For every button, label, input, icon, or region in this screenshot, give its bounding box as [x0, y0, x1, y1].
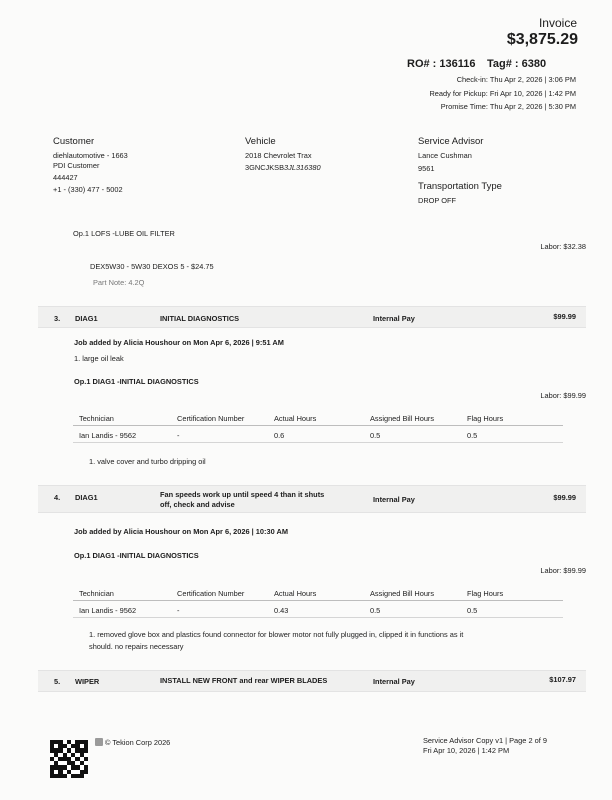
job-5-description: INSTALL NEW FRONT and rear WIPER BLADES — [160, 676, 328, 685]
col-technician: Technician — [79, 589, 114, 598]
ro-number: RO# : 136116 — [407, 58, 476, 70]
job-3-tech-table-header — [73, 412, 563, 426]
job-4-description-line1: Fan speeds work up until speed 4 than it shuts — [160, 490, 325, 499]
vehicle-block — [245, 136, 321, 172]
col-technician: Technician — [79, 414, 114, 423]
tech-actual-hours: 0.6 — [274, 431, 285, 440]
customer-phone: +1 - (330) 477 - 5002 — [53, 185, 123, 194]
job-3-pay-type: Internal Pay — [373, 314, 415, 323]
col-certification: Certification Number — [177, 589, 245, 598]
job-3-labor: Labor: $99.99 — [540, 391, 586, 400]
job-5-amount: $107.97 — [549, 675, 576, 684]
op-lofs-part: DEX5W30 - 5W30 DEXOS 5 - $24.75 — [90, 262, 214, 271]
job-3-code: DIAG1 — [75, 314, 98, 323]
job-4-description-line2: off, check and advise — [160, 500, 235, 509]
vehicle-vin — [245, 163, 321, 172]
vin-suffix: 3JL316380 — [284, 163, 321, 172]
job-3-concern: 1. large oil leak — [74, 354, 124, 363]
col-assigned-hours: Assigned Bill Hours — [370, 414, 435, 423]
col-flag-hours: Flag Hours — [467, 414, 504, 423]
job-5-number: 5. — [54, 677, 61, 686]
job-4-op-title — [74, 551, 199, 560]
service-advisor-block — [418, 136, 502, 205]
copyright: © Tekion Corp 2026 — [105, 738, 171, 747]
col-certification: Certification Number — [177, 414, 245, 423]
job-4-code: DIAG1 — [75, 493, 98, 502]
tech-assigned-hours: 0.5 — [370, 606, 381, 615]
tech-actual-hours: 0.43 — [274, 606, 289, 615]
tech-name: Ian Landis - 9562 — [79, 431, 137, 440]
job-4-number: 4. — [54, 493, 61, 502]
job-3-note: 1. valve cover and turbo dripping oil — [89, 457, 206, 466]
job-4-note-line2: should. no repairs necessary — [89, 642, 184, 651]
vehicle-heading: Vehicle — [245, 136, 276, 147]
job-4-tech-row — [73, 604, 563, 618]
invoice-total: $3,875.29 — [506, 31, 578, 48]
job-3-tech-row — [73, 429, 563, 443]
job-4-pay-type: Internal Pay — [373, 495, 415, 504]
vehicle-description: 2018 Chevrolet Trax — [245, 151, 312, 160]
col-actual-hours: Actual Hours — [274, 589, 317, 598]
job-5-pay-type: Internal Pay — [373, 677, 415, 686]
copy-info: Service Advisor Copy v1 | Page 2 of 9 — [423, 736, 547, 745]
tech-certification: - — [177, 606, 180, 615]
transportation-value: DROP OFF — [418, 196, 457, 205]
job-3-header — [38, 306, 586, 328]
job-4-amount: $99.99 — [553, 493, 576, 502]
job-4-added-by: Job added by Alicia Houshour on Mon Apr 6, 2026 | 10:30 AM — [74, 527, 288, 536]
tech-flag-hours: 0.5 — [467, 606, 478, 615]
job-4-description — [160, 490, 324, 510]
job-3-op-title — [74, 377, 199, 386]
job-4-op-title-text: Op.1 DIAG1 -INITIAL DIAGNOSTICS — [74, 551, 199, 560]
job-4-note — [89, 629, 569, 653]
printed-date: Fri Apr 10, 2026 | 1:42 PM — [423, 746, 510, 755]
op-lofs-labor: Labor: $32.38 — [540, 242, 586, 251]
transportation-heading: Transportation Type — [418, 181, 502, 192]
customer-heading: Customer — [53, 136, 95, 147]
service-advisor-id: 9561 — [418, 164, 435, 173]
customer-block — [53, 136, 128, 194]
job-3-amount: $99.99 — [553, 312, 576, 321]
customer-id: 444427 — [53, 173, 78, 182]
qr-code — [50, 740, 88, 778]
promise-time: Promise Time: Thu Apr 2, 2026 | 5:30 PM — [440, 102, 576, 111]
customer-name: diehlautomotive - 1663 — [53, 151, 128, 160]
job-3-op-title-text: Op.1 DIAG1 -INITIAL DIAGNOSTICS — [74, 377, 199, 386]
ready-for-pickup-time: Ready for Pickup: Fri Apr 10, 2026 | 1:42 PM — [429, 89, 576, 98]
customer-type: PDI Customer — [53, 161, 100, 170]
service-advisor-heading: Service Advisor — [418, 136, 484, 147]
op-lofs-title: Op.1 LOFS -LUBE OIL FILTER — [73, 229, 175, 238]
tekion-icon — [95, 738, 103, 746]
service-advisor-name: Lance Cushman — [418, 151, 472, 160]
job-4-tech-table-header — [73, 587, 563, 601]
check-in-time: Check-in: Thu Apr 2, 2026 | 3:06 PM — [456, 75, 576, 84]
tech-name: Ian Landis - 9562 — [79, 606, 137, 615]
tech-flag-hours: 0.5 — [467, 431, 478, 440]
job-4-labor: Labor: $99.99 — [540, 566, 586, 575]
job-3-number: 3. — [54, 314, 61, 323]
col-flag-hours: Flag Hours — [467, 589, 504, 598]
invoice-label: Invoice — [538, 16, 577, 30]
job-5-code: WIPER — [75, 677, 100, 686]
tech-certification: - — [177, 431, 180, 440]
tech-assigned-hours: 0.5 — [370, 431, 381, 440]
job-4-note-line1: 1. removed glove box and plastics found connector for blower motor not fully plugged in, clipped it in functions as it — [89, 630, 464, 639]
col-assigned-hours: Assigned Bill Hours — [370, 589, 435, 598]
op-lofs-part-note: Part Note: 4.2Q — [93, 278, 145, 287]
tag-number: Tag# : 6380 — [487, 58, 547, 70]
col-actual-hours: Actual Hours — [274, 414, 317, 423]
vin-prefix: 3GNCJKSB — [245, 163, 285, 172]
job-3-added-by: Job added by Alicia Houshour on Mon Apr 6, 2026 | 9:51 AM — [74, 338, 284, 347]
job-3-description: INITIAL DIAGNOSTICS — [160, 314, 240, 323]
